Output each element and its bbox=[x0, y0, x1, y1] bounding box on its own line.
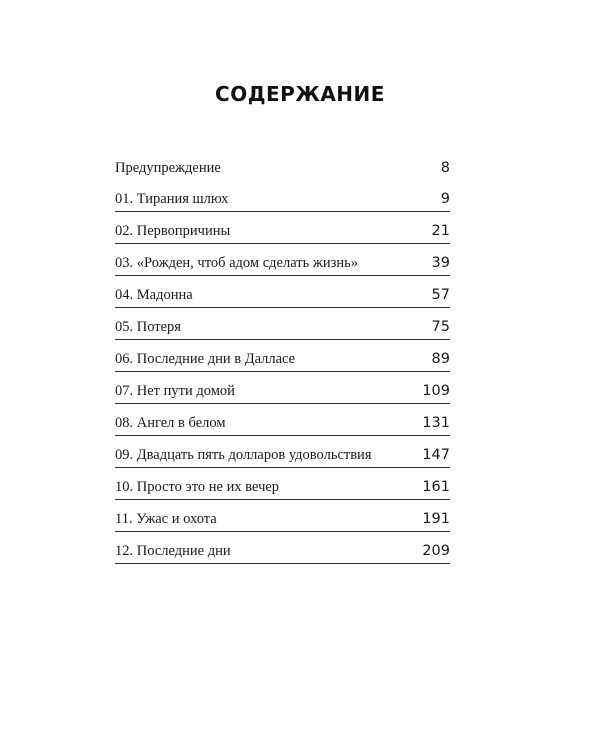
toc-entry-06[interactable] bbox=[115, 340, 450, 372]
page-title: СОДЕРЖАНИЕ bbox=[215, 82, 385, 106]
toc-entry-title: 10. Просто это не их вечер bbox=[115, 478, 280, 495]
toc-entry-title: 07. Нет пути домой bbox=[115, 382, 235, 399]
toc-entry-page: 89 bbox=[431, 350, 450, 367]
toc-entry-title: 11. Ужас и охота bbox=[115, 510, 217, 527]
toc-entry-12[interactable] bbox=[115, 532, 450, 564]
toc-entry-08[interactable] bbox=[115, 404, 450, 436]
toc-entry-03[interactable] bbox=[115, 244, 450, 276]
toc-entry-02[interactable] bbox=[115, 212, 450, 244]
toc-entry-page: 8 bbox=[440, 159, 450, 176]
toc-entry-title: 02. Первопричины bbox=[115, 222, 231, 239]
toc-entry-warning[interactable] bbox=[115, 150, 450, 180]
toc-entry-title: 03. «Рожден, чтоб адом сделать жизнь» bbox=[115, 254, 358, 271]
toc-entry-page: 9 bbox=[440, 190, 450, 207]
toc-entry-title: 01. Тирания шлюх bbox=[115, 190, 229, 207]
toc-entry-title: 09. Двадцать пять долларов удовольствия bbox=[115, 446, 372, 463]
table-of-contents bbox=[115, 150, 450, 564]
toc-entry-title: 12. Последние дни bbox=[115, 542, 231, 559]
toc-entry-page: 147 bbox=[422, 446, 450, 463]
toc-entry-title: Предупреждение bbox=[115, 159, 221, 176]
toc-entry-11[interactable] bbox=[115, 500, 450, 532]
toc-entry-page: 131 bbox=[422, 414, 450, 431]
toc-entry-07[interactable] bbox=[115, 372, 450, 404]
toc-entry-01[interactable] bbox=[115, 180, 450, 212]
toc-entry-page: 161 bbox=[422, 478, 450, 495]
toc-entry-page: 39 bbox=[431, 254, 450, 271]
toc-entry-title: 06. Последние дни в Далласе bbox=[115, 350, 296, 367]
toc-entry-page: 109 bbox=[422, 382, 450, 399]
toc-entry-title: 05. Потеря bbox=[115, 318, 181, 335]
toc-entry-page: 191 bbox=[422, 510, 450, 527]
toc-entry-10[interactable] bbox=[115, 468, 450, 500]
toc-entry-page: 57 bbox=[431, 286, 450, 303]
toc-entry-title: 04. Мадонна bbox=[115, 286, 193, 303]
toc-entry-09[interactable] bbox=[115, 436, 450, 468]
toc-entry-04[interactable] bbox=[115, 276, 450, 308]
toc-entry-page: 21 bbox=[431, 222, 450, 239]
toc-entry-page: 75 bbox=[431, 318, 450, 335]
toc-entry-page: 209 bbox=[422, 542, 450, 559]
toc-entry-title: 08. Ангел в белом bbox=[115, 414, 226, 431]
toc-entry-05[interactable] bbox=[115, 308, 450, 340]
